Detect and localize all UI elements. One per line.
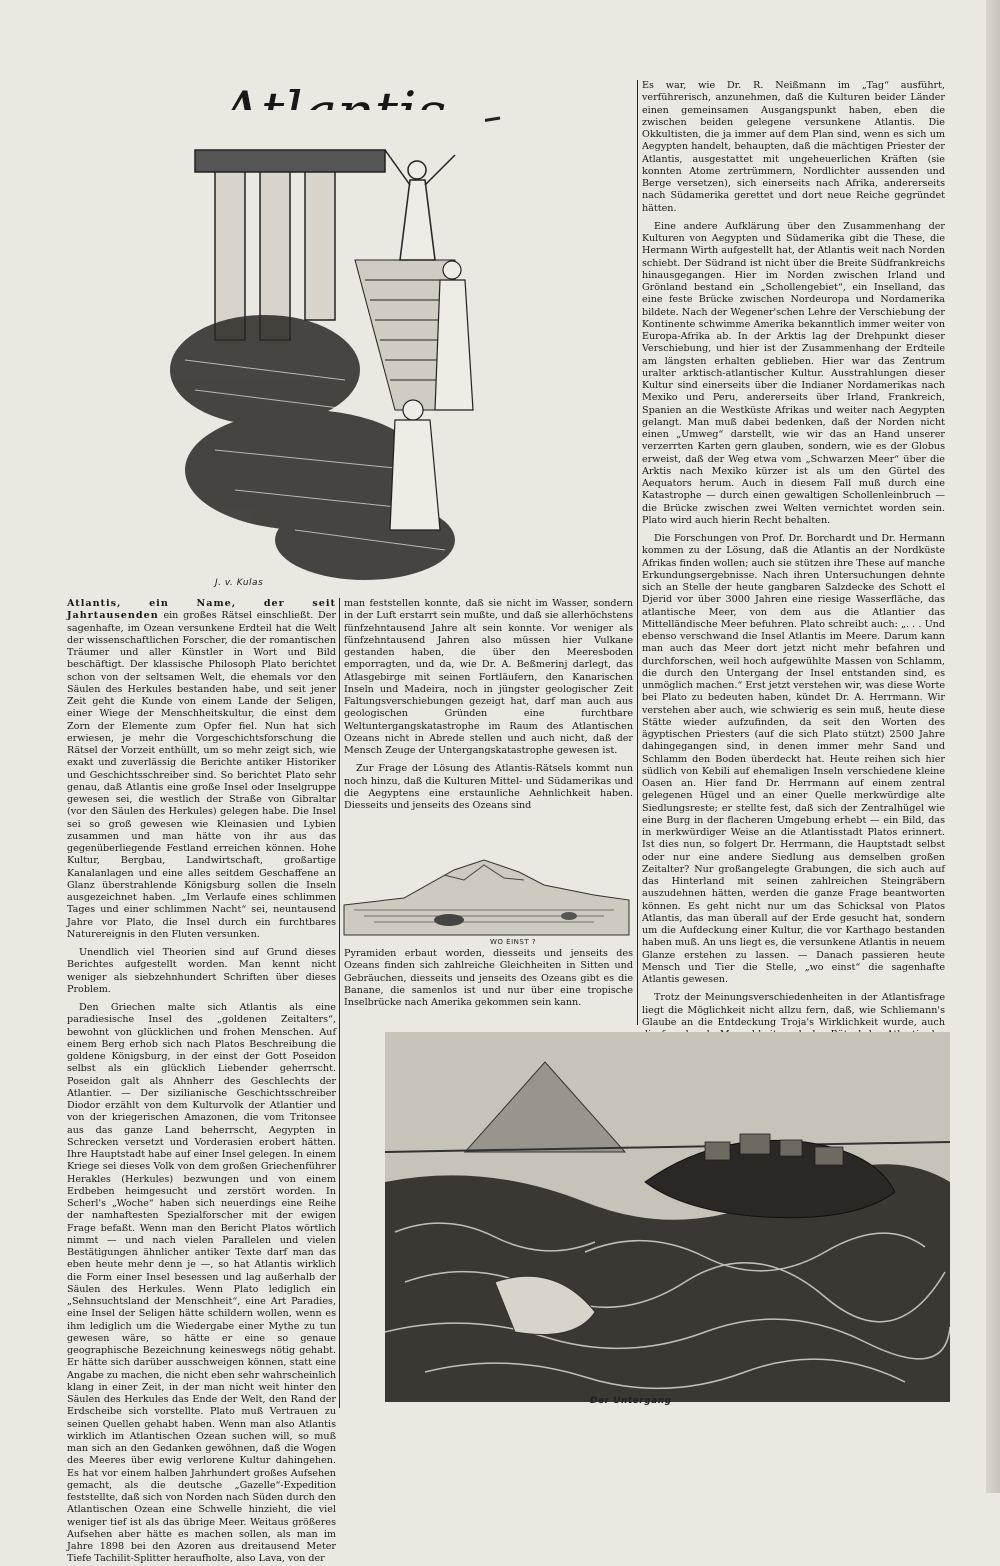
paragraph: Es war, wie Dr. R. Neißmann im „Tag“ ausführt, verführerisch, anzunehmen, daß die Kulturen beider Länder einen gemeinsamen Ausgangspunkt haben, eben die zwischen beiden gelegene versunkene Atlantis. Die Okkultisten, die ja immer auf dem Plan sind, wenn es sich um Aegypten handelt, behaupten, daß die mächtigen Priester der Atlantis, ausgestattet mit ungeheuerlichen Kräften (sie konnten Atome zertrümmern, Nordlichter aussenden und Berge versetzen), sich einerseits nach Afrika, andererseits nach Südamerika gerettet und dort neue Reiche gegründet hätten. <box>642 80 945 214</box>
lead-text: Atlantis, ein Name, der seit Jahrtausenden <box>67 598 336 622</box>
column-divider <box>637 80 638 1025</box>
flood-illustration <box>385 1032 950 1402</box>
paragraph: Atlantis, ein Name, der seit Jahrtausenden ein großes Rätsel einschließt. Der sagenhafte, im Ozean versunkene Erdteil hat die Welt der wissenschaftlichen Forscher, die der romantischen Träumer und aller Künstler in Wort und Bild beschäftigt. Der klassische Philosoph Plato berichtet schon von der seltsamen Welt, die ehemals vor den Säulen des Herkules bestanden habe, und seit jener Zeit geht die Kunde von einem Lande der Seligen, einer Wiege der Menschheitskultur, die einst dem Zorn der Elemente zum Opfer fiel. Nun hat sich erwiesen, je mehr die Vorgeschichtsforschung die Rätsel der Vorzeit enthüllt, um so mehr zeigt sich, wie exakt und zuverlässig die Berichte antiker Historiker und Geschichtsschreiber sind. So berichtet Plato sehr genau, daß Atlantis eine große Insel oder Inselgruppe gewesen sei, die westlich der Straße von Gibraltar (vor den Säulen des Herkules) gelegen habe. Die Insel sei so groß gewesen wie Kleinasien und Lybien zusammen und man hätte von ihr aus das gegenüberliegende Festland erreichen können. Hohe Kultur, Bergbau, Landwirtschaft, großartige Kanalanlagen und eine alles seitdem Geschaffene an Glanz überstrahlende Königsburg sollen die Inseln ausgezeichnet haben. „Im Verlaufe eines schlimmen Tages und einer schlimmen Nacht“ sei, neuntausend Jahre vor Plato, die Insel durch ein furchtbares Naturereignis in den Fluten versunken. <box>67 598 336 940</box>
page-edge <box>986 0 1000 1493</box>
paragraph: Unendlich viel Theorien sind auf Grund dieses Berichtes aufgestellt worden. Man kennt nicht weniger als siebzehnhundert Schriften über dieses Problem. <box>67 947 336 995</box>
paragraph: Die Forschungen von Prof. Dr. Borchardt und Dr. Hermann kommen zu der Lösung, daß die Atlantis an der Nordküste Afrikas finden wollen; auch sie stützen ihre These auf manche Erkundungsergebnisse. Nach ihren Untersuchungen dehnte sich an Stelle der heute gangbaren Salzdecke des Schott el Djerid vor über 3000 Jahren eine riesige Wasserfläche, das atlantische Meer, von dem aus die Atlantier das Mittelländische Meer befuhren. Plato schreibt auch: „. . . Und ebenso verschwand die Insel Atlantis im Meere. Darum kann man auch das Meer dort jetzt nicht mehr befahren und durchforschen, weil hoch aufgewühlte Massen von Schlamm, die durch den Untergang der Insel entstanden sind, es unmöglich machen.“ Erst jetzt verstehen wir, was diese Worte bei Plato zu bedeuten haben, kündet Dr. A. Herrmann. Wir verstehen aber auch, wie schwierig es sein muß, heute diese Stätte wieder aufzufinden, da seit den Worten des ägyptischen Priesters (auf die sich Plato stützt) 2500 Jahre dahingegangen sind, in denen immer mehr Sand und Schlamm den Boden überdeckt hat. Heute reihen sich hier südlich von Kebili auf ehemaligen Inseln verschiedene kleine Oasen an. Hier fand Dr. Herrmann auf einem zentral gelegenen Hügel und an einer Quelle merkwürdige alte Siedlungsreste; er stellte fest, daß sich der Zentralhügel wie eine Burg in der flacheren Umgebung erhebt — ein Bild, das in merkwürdiger Weise an die Atlantisstadt Platos erinnert. Ist dies nun, so folgert Dr. Herrmann, die Hauptstadt selbst oder nur eine andere Siedlung aus demselben großen Zeitalter? Nur großangelegte Grabungen, die sich auch auf das Hinterland mit seinen zahlreichen Steingräbern auszudehnen hätten, werden die ganze Frage beantworten können. Es geht nicht nur um das Schicksal von Platos Atlantis, das man überall auf der Erde gesucht hat, sondern um die Aufdeckung einer Kultur, die vor Karthago bestanden haben muß. An uns liegt es, die versunkene Atlantis in neuem Glanze erstehen zu lassen. — Danach passieren heute Mensch und Tier die Stelle, „wo einst“ die sagenhafte Atlantis gewesen. <box>642 533 945 985</box>
paragraph: Zur Frage der Lösung des Atlantis-Rätsels kommt nun noch hinzu, daß die Kulturen Mittel- und Südamerikas und die Aegyptens eine erstaunliche Aehnlichkeit haben. Diesseits und jenseits des Ozeans sind <box>344 763 633 811</box>
article-column-middle-continued <box>344 948 633 1018</box>
paragraph: Trotz der Meinungsverschiedenheiten in der Atlantisfrage liegt die Möglichkeit nicht allzu fern, daß, wie Schliemann's Glaube an die Entdeckung Troja's Wirklichkeit wurde, auch <box>642 992 945 1028</box>
article-column-left <box>67 598 337 1565</box>
landscape-illustration <box>344 850 629 935</box>
illustration-signature: J. v. Kulas <box>215 578 264 588</box>
landscape-caption: WO EINST ? <box>490 938 537 946</box>
paragraph: man feststellen konnte, daß sie nicht im Wasser, sondern in der Luft erstarrt sein mußte, und daß sie allerhöchstens fünfzehntausend Jahre alt sein konnte. Vor weniger als fünfzehntausend Jahren also müssen hier Vulkane gestanden haben, die über den Meeresboden emporragten, und da, wie Dr. A. Beßmerinj darlegt, das Atlasgebirge mit seinen Fortläufern, den Kanarischen Inseln und Madeira, noch in jüngster geologischer Zeit Faltungsverschiebungen gezeigt hat, darf man auch aus geologischen Gründen eine furchtbare Weltuntergangskatastrophe im Raum des Atlantischen Ozeans nicht in Abrede stellen und auch nicht, daß der Mensch Zeuge der Untergangskatastrophe gewesen ist. <box>344 598 633 756</box>
paragraph: Eine andere Aufklärung über den Zusammenhang der Kulturen von Aegypten und Südamerika gibt die These, die Hermann Wirth aufgestellt hat, der Atlantis weit nach Norden schiebt. Der Südrand ist nicht über die Breite Südfrankreichs hinausgegangen. Hier im Norden zwischen Irland und Grönland bestand ein „Schollengebiet“, ein Inselland, das eine feste Brücke zwischen Nordeuropa und Nordamerika bildete. Nach der Wegener'schen Lehre der Verschiebung der Kontinente schwimme Amerika bekanntlich immer weiter von Europa-Afrika ab. In der Arktis lag der Drehpunkt dieser Verschiebung, und hier ist der Zusammenhang der Erdteile am längsten erhalten geblieben. Hier war das Zentrum uralter arktisch-atlantischer Kultur. Ausstrahlungen dieser Kultur sind einerseits über die Indianer Nordamerikas nach Mexiko und Peru, andererseits über Irland, Frankreich, Spanien an die Westküste Afrikas und weiter nach Aegypten gelangt. Man muß dabei bedenken, daß der Norden nicht einen „Umweg“ darstellt, wie wir das an Hand unserer verzerrten Karten gern glauben, sondern, wie es der Globus erweist, daß der Weg etwa vom „Schwarzen Meer“ über die Arktis nach Mexiko kürzer ist als um den Gürtel des Aequators herum. Auch in diesem Fall muß durch eine Katastrophe — durch einen gewaltigen Schollenleinbruch — die Brücke zwischen zwei Welten vernichtet worden sein. Plato wird auch hierin Recht behalten. <box>642 220 945 526</box>
paragraph: Den Griechen malte sich Atlantis als eine paradiesische Insel des „goldenen Zeitalters“, bewohnt von glücklichen und frohen Menschen. Auf einem Berg erhob sich nach Platos Beschreibung die goldene Königsburg, in der einst der Gott Poseidon selbst als ein glücklich Liebender geherrscht. Poseidon galt als Ahnherr des Geschlechts der Atlantier. — Der sizilianische Geschichtsschreiber Diodor erzählt von dem Kulturvolk der Atlantier und von der kriegerischen Amazonen, die vom Tritonsee aus das ganze Land beherrscht, Aegypten in Schrecken versetzt und Vorderasien erobert hätten. Ihre Hauptstadt habe auf einer Insel gelegen. In einem Kriege sei dieses Volk von dem großen Griechenführer Herakles (Herkules) bezwungen und von einem Erdbeben heimgesucht und zerstört worden. In Scherl's „Woche“ haben sich neuerdings eine Reihe der namhaftesten Spezialforscher mit der ewigen Frage befaßt. Wenn man den Bericht Platos wörtlich nimmt — und nach vielen Parallelen und vielen Bestätigungen ähnlicher antiker Texte darf man das eben heute mehr denn je —, so hat Atlantis wirklich die Form einer Insel besessen und lag außerhalb der Säulen des Herkules. Wenn Plato lediglich ein „Sehnsuchtsland der Menschheit“, eine Art Paradies, eine Insel der Seligen hätte schildern wollen, wenn es ihm lediglich um die Wiedergabe einer Mythe zu tun gewesen wäre, so hätte er eine so genaue geographische Bezeichnung keineswegs nötig gehabt. Er hätte sich darüber ausschweigen können, statt eine Angabe zu machen, die nicht eben sehr wahrscheinlich klang in einer Zeit, in der man nicht weit hinter den Säulen des Herkules das Ende der Welt, den Rand der Erdscheibe sich vorstellte. Plato muß Vertrauen zu seinen Quellen gehabt haben. Wenn man also Atlantis wirklich im Atlantischen Ozean suchen will, so muß man sich an den Gedanken gewöhnen, daß die Wogen des Meeres über ewig verlorene Kultur dahingehen. Es hat vor einem halben Jahrhundert großes Aufsehen gemacht, als die deutsche „Gazelle“-Expedition feststellte, daß sich von Norden nach Süden durch den Atlantischen Ozean eine Schwelle hinzieht, die viel weniger tief ist als das übrige Meer. Weitaus größeres Aufsehen aber hätte es machen sollen, als man im Jahre 1898 bei den Azoren aus dreitausend Meter Tiefe Tachilit-Splitter heraufholte, also Lava, von der <box>67 1002 337 1565</box>
paragraph: Pyramiden erbaut worden, diesseits und jenseits des Ozeans finden sich zahlreiche Gleichheiten in Sitten und Gebräuchen, diesseits und jenseits des Ozeans gibt es die Banane, die samenlos ist und nur über eine tropische Inselbrücke nach Amerika gekommen sein kann. <box>344 948 633 1008</box>
flood-caption: Der Untergang <box>590 1396 672 1406</box>
article-column-middle <box>344 598 633 844</box>
column-divider <box>339 598 340 1408</box>
temple-illustration <box>155 110 485 590</box>
article-column-right <box>642 80 945 1028</box>
